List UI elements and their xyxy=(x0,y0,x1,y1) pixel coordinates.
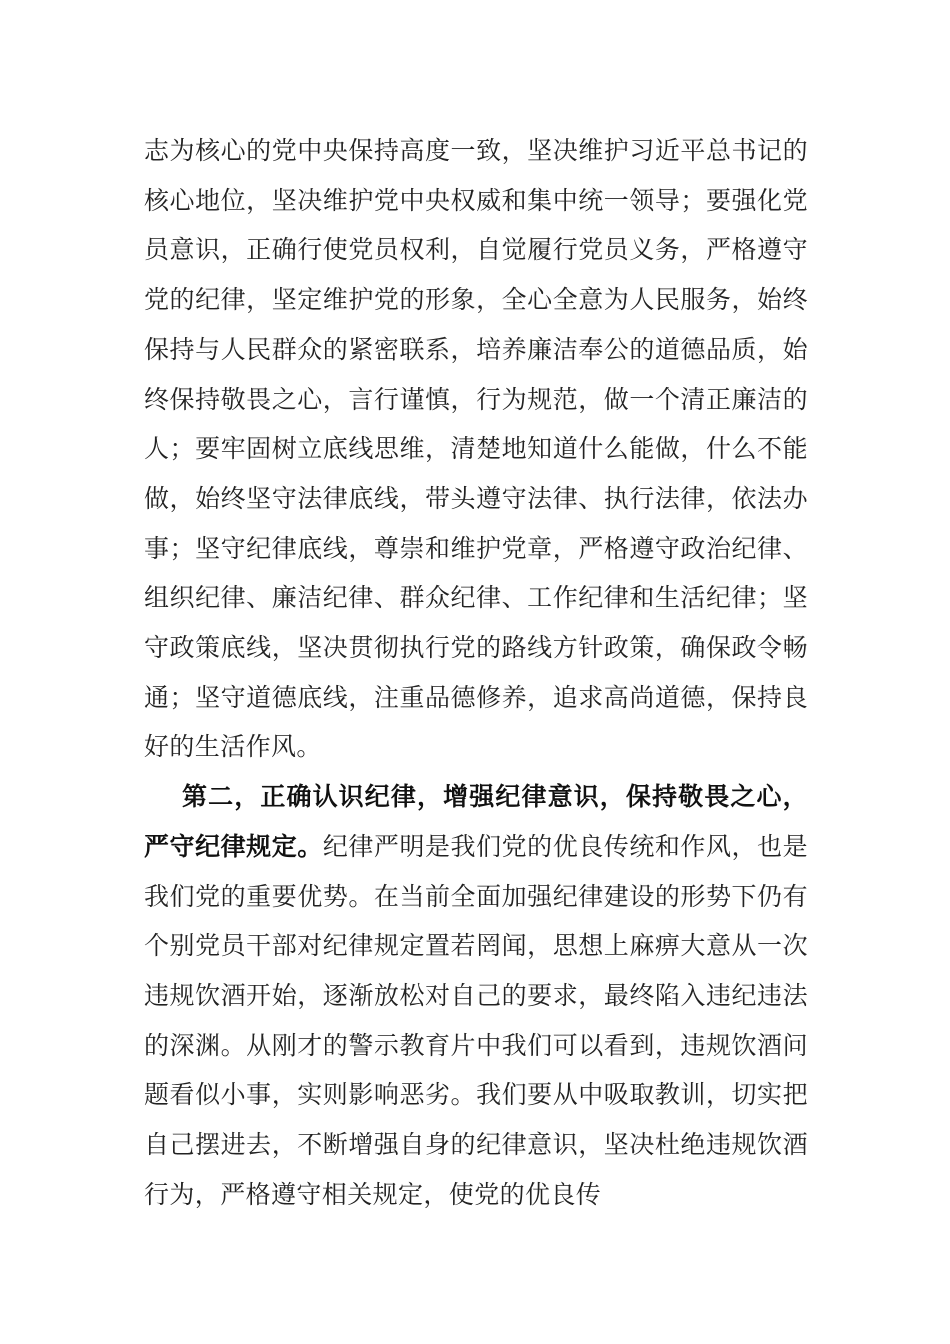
paragraph-body: 纪律严明是我们党的优良传统和作风，也是我们党的重要优势。在当前全面加强纪律建设的形势下仍有个别党员干部对纪律规定置若罔闻，思想上麻痹大意从一次违规饮酒开始，逐渐放松对自己的要求，最终陷入违纪违法的深渊。从刚才的警示教育片中我们可以看到，违规饮酒问题看似小事，实则影响恶劣。我们要从中吸取教训，切实把自己摆进去，不断增强自身的纪律意识，坚决杜绝违规饮酒行为，严格遵守相关规定，使党的优良传 xyxy=(144,831,808,1209)
paragraph-second-point xyxy=(144,772,808,1219)
paragraph-continued: 志为核心的党中央保持高度一致，坚决维护习近平总书记的核心地位，坚决维护党中央权威和集中统一领导；要强化党员意识，正确行使党员权利，自觉履行党员义务，严格遵守党的纪律，坚定维护党的形象，全心全意为人民服务，始终保持与人民群众的紧密联系，培养廉洁奉公的道德品质，始终保持敬畏之心，言行谨慎，行为规范，做一个清正廉洁的人；要牢固树立底线思维，清楚地知道什么能做，什么不能做，始终坚守法律底线，带头遵守法律、执行法律，依法办事；坚守纪律底线，尊崇和维护党章，严格遵守政治纪律、组织纪律、廉洁纪律、群众纪律、工作纪律和生活纪律；坚守政策底线，坚决贯彻执行党的路线方针政策，确保政令畅通；坚守道德底线，注重品德修养，追求高尚道德，保持良好的生活作风。 xyxy=(144,136,808,762)
document-body xyxy=(144,126,808,1219)
paragraph-heading: 第二，正确认识纪律，增强纪律意识，保持敬畏之心，严守纪律规定。 xyxy=(144,782,808,861)
